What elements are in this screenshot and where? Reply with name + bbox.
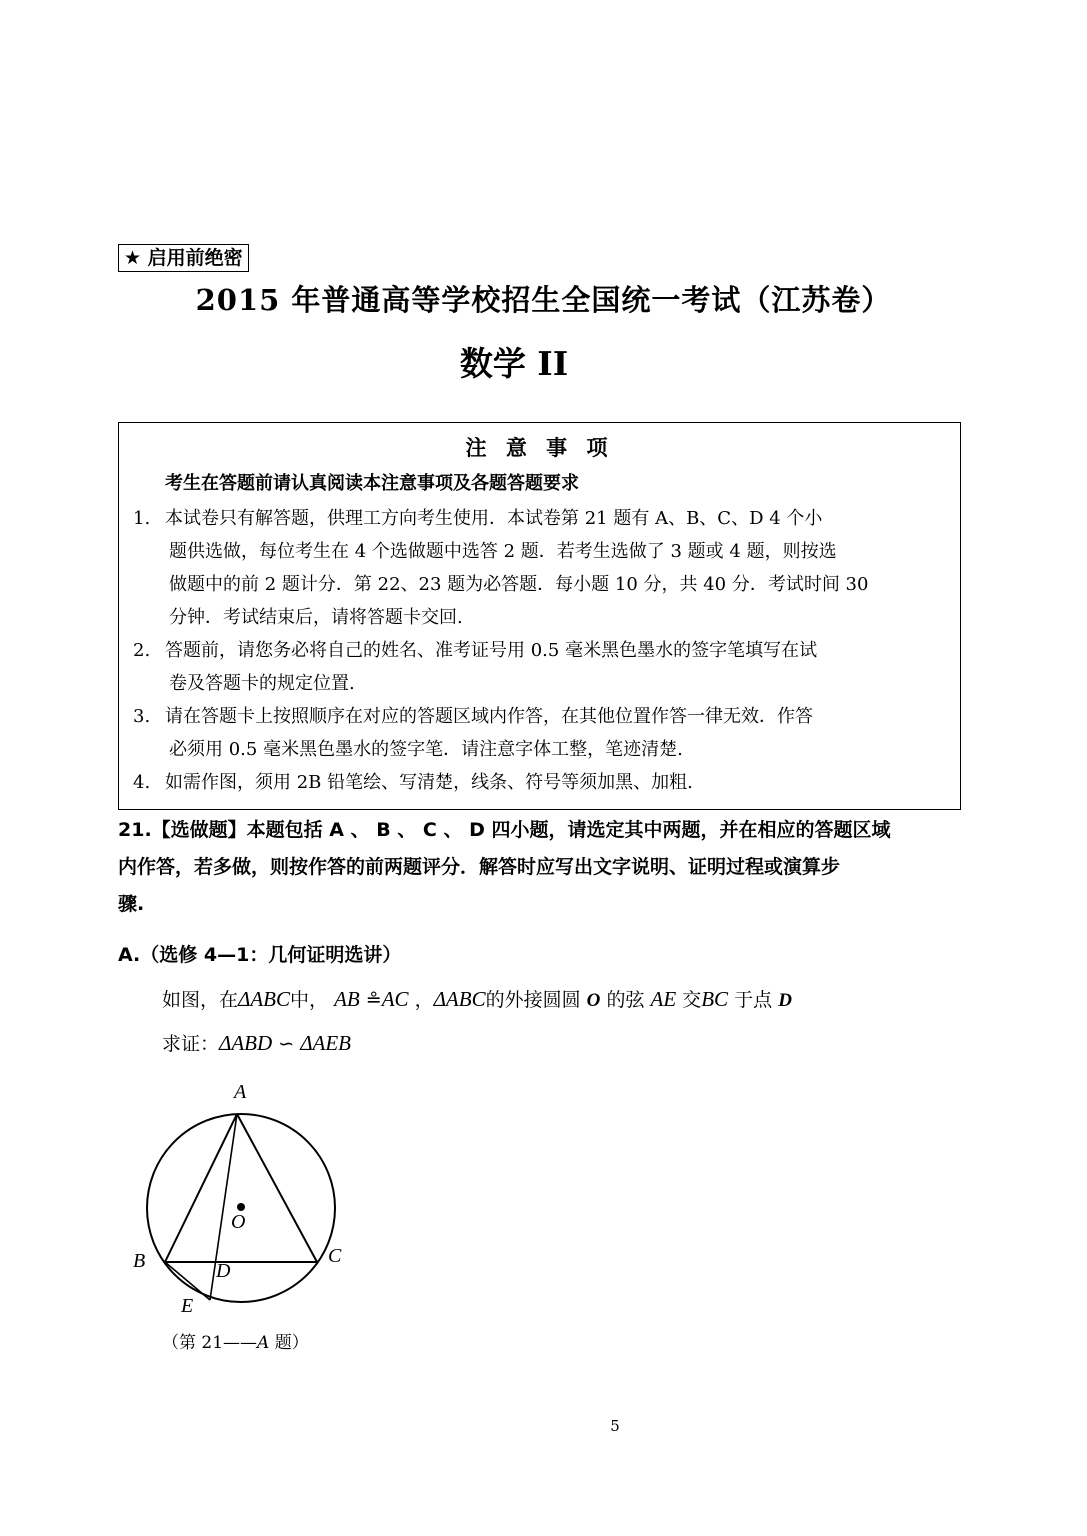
stmt-text: 中， xyxy=(290,989,329,1011)
notice-box xyxy=(118,422,961,810)
label-c: C xyxy=(328,1245,342,1267)
question-21-instructions xyxy=(118,812,978,923)
stmt-text: 如图，在 xyxy=(162,989,239,1011)
question-a-heading: A.（选修 4—1：几何证明选讲） xyxy=(118,944,402,966)
notice-line: 做题中的前 2 题计分．第 22、23 题为必答题．每小题 10 分，共 40 分．考试时间 30 xyxy=(169,574,869,595)
notice-item-number: 2. xyxy=(133,640,151,661)
segment-ae: AE xyxy=(650,987,677,1011)
label-b: B xyxy=(133,1250,146,1272)
triangle-abc: ΔABC xyxy=(433,987,486,1011)
stmt-text: 于点 xyxy=(734,989,773,1011)
notice-item xyxy=(133,766,955,799)
notice-item xyxy=(133,700,955,766)
notice-line: 如需作图，须用 2B 铅笔绘、写清楚，线条、符号等须加黑、加粗. xyxy=(165,772,693,793)
segment-bc: BC xyxy=(701,987,729,1011)
segment-ab: AB xyxy=(334,987,360,1011)
page-number: 5 xyxy=(610,1417,620,1435)
label-o: O xyxy=(231,1211,246,1233)
notice-subtitle: 考生在答题前请认真阅读本注意事项及各题答题要求 xyxy=(165,473,579,494)
notice-line: 必须用 0.5 毫米黑色墨水的签字笔．请注意字体工整，笔迹清楚. xyxy=(169,739,683,760)
equal-symbol: ≗ xyxy=(365,989,382,1011)
triangle-abc: ΔABC xyxy=(238,987,291,1011)
label-a: A xyxy=(234,1081,247,1103)
triangle-aeb: ΔAEB xyxy=(300,1031,351,1055)
notice-item-number: 3. xyxy=(133,706,151,727)
triangle-abd: ΔABD xyxy=(219,1031,273,1055)
question-a-prove xyxy=(162,1028,351,1059)
similar-symbol: ∽ xyxy=(278,1033,295,1055)
prove-label: 求证： xyxy=(162,1033,220,1055)
notice-line: 题供选做，每位考生在 4 个选做题中选答 2 题．若考生选做了 3 题或 4 题，则按选 xyxy=(169,541,837,562)
stmt-text: ， xyxy=(414,989,434,1011)
geometry-figure xyxy=(128,1078,358,1318)
q21-line: 内作答，若多做，则按作答的前两题评分．解答时应写出文字说明、证明过程或演算步 xyxy=(118,856,841,878)
notice-line: 分钟．考试结束后，请将答题卡交回. xyxy=(169,607,463,628)
question-a-statement xyxy=(162,984,792,1016)
notice-item xyxy=(133,502,955,634)
confidential-label: ★ 启用前绝密 xyxy=(118,244,249,272)
point-o: O xyxy=(586,990,601,1011)
notice-line: 请在答题卡上按照顺序在对应的答题区域内作答，在其他位置作答一律无效．作答 xyxy=(165,706,813,727)
stmt-text: 交 xyxy=(682,989,702,1011)
figure-caption xyxy=(162,1330,309,1356)
center-point xyxy=(237,1203,245,1211)
subject-title: 数学 II xyxy=(459,344,569,383)
label-e: E xyxy=(181,1295,194,1317)
notice-line: 卷及答题卡的规定位置. xyxy=(169,673,355,694)
stmt-text: 的弦 xyxy=(606,989,645,1011)
caption-text: 题） xyxy=(269,1333,309,1353)
point-d: D xyxy=(778,990,792,1011)
exam-title: 2015 年普通高等学校招生全国统一考试（江苏卷） xyxy=(195,283,892,317)
q21-line: 21.【选做题】本题包括 A 、 B 、 C 、 D 四小题，请选定其中两题，并在相应的答题区域 xyxy=(118,819,891,841)
stmt-text: 的外接圆圆 xyxy=(485,989,581,1011)
notice-item xyxy=(133,634,955,700)
segment-ac-line xyxy=(237,1114,317,1262)
segment-ac: AC xyxy=(381,987,409,1011)
notice-item-number: 1. xyxy=(133,508,151,529)
notice-item-number: 4. xyxy=(133,772,151,793)
notice-line: 答题前，请您务必将自己的姓名、准考证号用 0.5 毫米黑色墨水的签字笔填写在试 xyxy=(165,640,818,661)
notice-line: 本试卷只有解答题，供理工方向考生使用．本试卷第 21 题有 A、B、C、D 4 个小 xyxy=(165,508,823,529)
label-d: D xyxy=(216,1260,231,1282)
q21-line: 骤. xyxy=(118,893,145,915)
caption-letter: A xyxy=(257,1333,270,1353)
notice-title: 注 意 事 项 xyxy=(465,436,614,460)
caption-text: （第 21—— xyxy=(162,1333,258,1353)
